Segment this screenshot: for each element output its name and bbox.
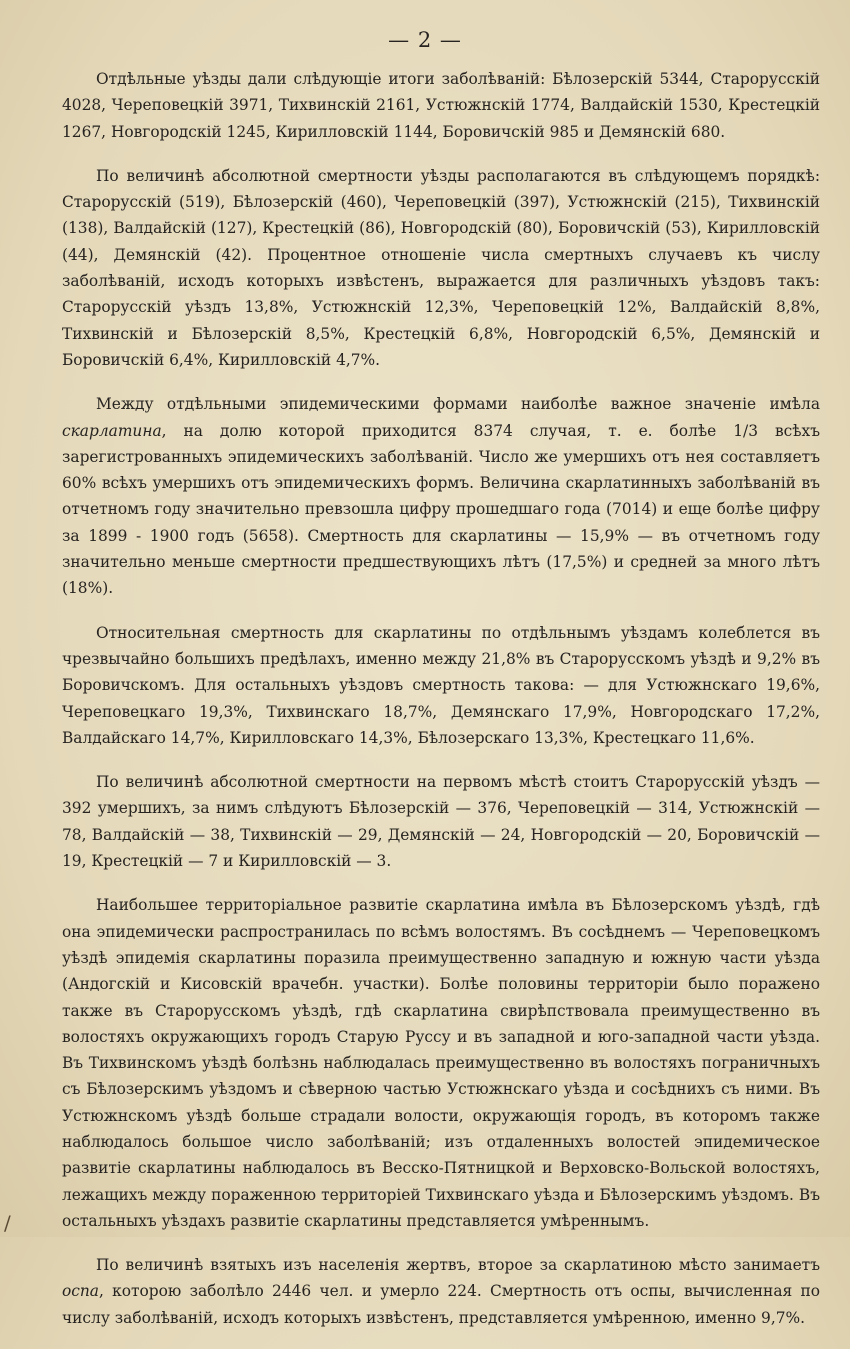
paragraph-scarlatina-territorial bbox=[62, 892, 820, 1234]
paragraph-smallpox bbox=[62, 1252, 820, 1331]
paragraph-text: , на долю которой приходится 8374 случая, т. е. болѣе 1/3 всѣхъ зарегистрованныхъ эпидемическихъ заболѣваній. Число же умершихъ отъ нея составляетъ 60% всѣхъ умершихъ отъ эпидемическихъ формъ. Величина скарлатинныхъ заболѣваній въ отчетномъ году значительно превзошла цифру прошедшаго года (7014) и еще болѣе цифру за 1899 - 1900 годъ (5658). Смертность для скарлатины — 15,9% — въ отчетномъ году значительно меньше смертности предшествующихъ лѣтъ (17,5%) и средней за много лѣтъ (18%). bbox=[62, 421, 820, 598]
paragraph-scarlatina-relative-mortality bbox=[62, 620, 820, 751]
paragraph-text: Между отдѣльными эпидемическими формами наиболѣе важное значеніе имѣла bbox=[96, 395, 820, 414]
paragraph-text: По величинѣ абсолютной смертности уѣзды располагаются въ слѣдующемъ порядкѣ: Старорусскій (519), Бѣлозерскій (460), Череповецкій (397), Устюжнскій (215), Тихвинскій (138), Валдайскій (127), Крестецкій (86), Новгородскій (80), Боровичскій (53), Кирилловскій (44), Демянскій (42). Процентное отношеніе числа смертныхъ случаевъ къ числу заболѣваній, исходъ которыхъ извѣстенъ, выражается для различныхъ уѣздовъ такъ: Старорусскій уѣздъ 13,8%, Устюжнскій 12,3%, Череповецкій 12%, Валдайскій 8,8%, Тихвинскій и Бѣлозерскій 8,5%, Крестецкій 6,8%, Новгородскій 6,5%, Демянскій и Боровичскій 6,4%, Кирилловскій 4,7%. bbox=[62, 166, 820, 369]
page-number: — 2 — bbox=[388, 28, 462, 52]
corner-mark: / bbox=[4, 1211, 11, 1235]
italic-term: оспа bbox=[62, 1282, 99, 1301]
paragraph-district-morbidity bbox=[62, 66, 820, 145]
paragraph-scarlatina-absolute-mortality bbox=[62, 769, 820, 874]
paragraph-text: Наибольшее территоріальное развитіе скарлатина имѣла въ Бѣлозерскомъ уѣздѣ, гдѣ она эпидемически распространилась по всѣмъ волостямъ. Въ сосѣднемъ — Череповецкомъ уѣздѣ эпидемія скарлатины поразила преимущественно западную и южную части уѣзда (Андогскій и Кисовскій врачебн. участки). Болѣе половины территоріи было поражено также въ Старорусскомъ уѣздѣ, гдѣ скарлатина свирѣпствовала преимущественно въ волостяхъ окружающихъ городъ Старую Руссу и въ западной и юго-западной части уѣзда. Въ Тихвинскомъ уѣздѣ болѣзнь наблюдалась преимущественно въ волостяхъ пограничныхъ съ Бѣлозерскимъ уѣздомъ и сѣверною частью Устюжнскаго уѣзда и сосѣднихъ съ ними. Въ Устюжнскомъ уѣздѣ больше страдали волости, окружающія городъ, въ которомъ также наблюдалось большое число заболѣваній; изъ отдаленныхъ волостей эпидемическое развитіе скарлатины наблюдалось въ Весско-Пятницкой и Верховско-Вольской волостяхъ, лежащихъ между пораженною территоріей Тихвинскаго уѣзда и Бѣлозерскимъ уѣздомъ. Въ остальныхъ уѣздахъ развитіе скарлатины представляется умѣреннымъ. bbox=[62, 896, 820, 1230]
italic-term: скарлатина bbox=[62, 421, 162, 440]
paragraph-text: , которою заболѣло 2446 чел. и умерло 224. Смертность отъ оспы, вычисленная по числу заболѣваній, исходъ которыхъ извѣстенъ, представляется умѣренною, именно 9,7%. bbox=[62, 1282, 820, 1327]
paragraph-text: По величинѣ взятыхъ изъ населенія жертвъ, второе за скарлатиною мѣсто занимаетъ bbox=[96, 1256, 820, 1275]
paragraph-text: Отдѣльные уѣзды дали слѣдующіе итоги заболѣваній: Бѣлозерскій 5344, Старорусскій 4028, Череповецкій 3971, Тихвинскій 2161, Устюжнскій 1774, Валдайскій 1530, Крестецкій 1267, Новгородскій 1245, Кирилловскій 1144, Боровичскій 985 и Демянскій 680. bbox=[62, 70, 820, 141]
paragraph-text: Относительная смертность для скарлатины по отдѣльнымъ уѣздамъ колеблется въ чрезвычайно большихъ предѣлахъ, именно между 21,8% въ Старорусскомъ уѣздѣ и 9,2% въ Боровичскомъ. Для остальныхъ уѣздовъ смертность такова: — для Устюжнскаго 19,6%, Череповецкаго 19,3%, Тихвинскаго 18,7%, Демянскаго 17,9%, Новгородскаго 17,2%, Валдайскаго 14,7%, Кирилловскаго 14,3%, Бѣлозерскаго 13,3%, Крестецкаго 11,6%. bbox=[62, 623, 820, 747]
body-text bbox=[62, 66, 820, 1349]
paragraph-absolute-mortality bbox=[62, 163, 820, 373]
paragraph-text: По величинѣ абсолютной смертности на первомъ мѣстѣ стоитъ Старорусскій уѣздъ — 392 умершихъ, за нимъ слѣдуютъ Бѣлозерскій — 376, Череповецкій — 314, Устюжнскій — 78, Валдайскій — 38, Тихвинскій — 29, Демянскій — 24, Новгородскій — 20, Боровичскій — 19, Крестецкій — 7 и Кирилловскій — 3. bbox=[62, 773, 820, 871]
paragraph-scarlatina-overview bbox=[62, 391, 820, 601]
